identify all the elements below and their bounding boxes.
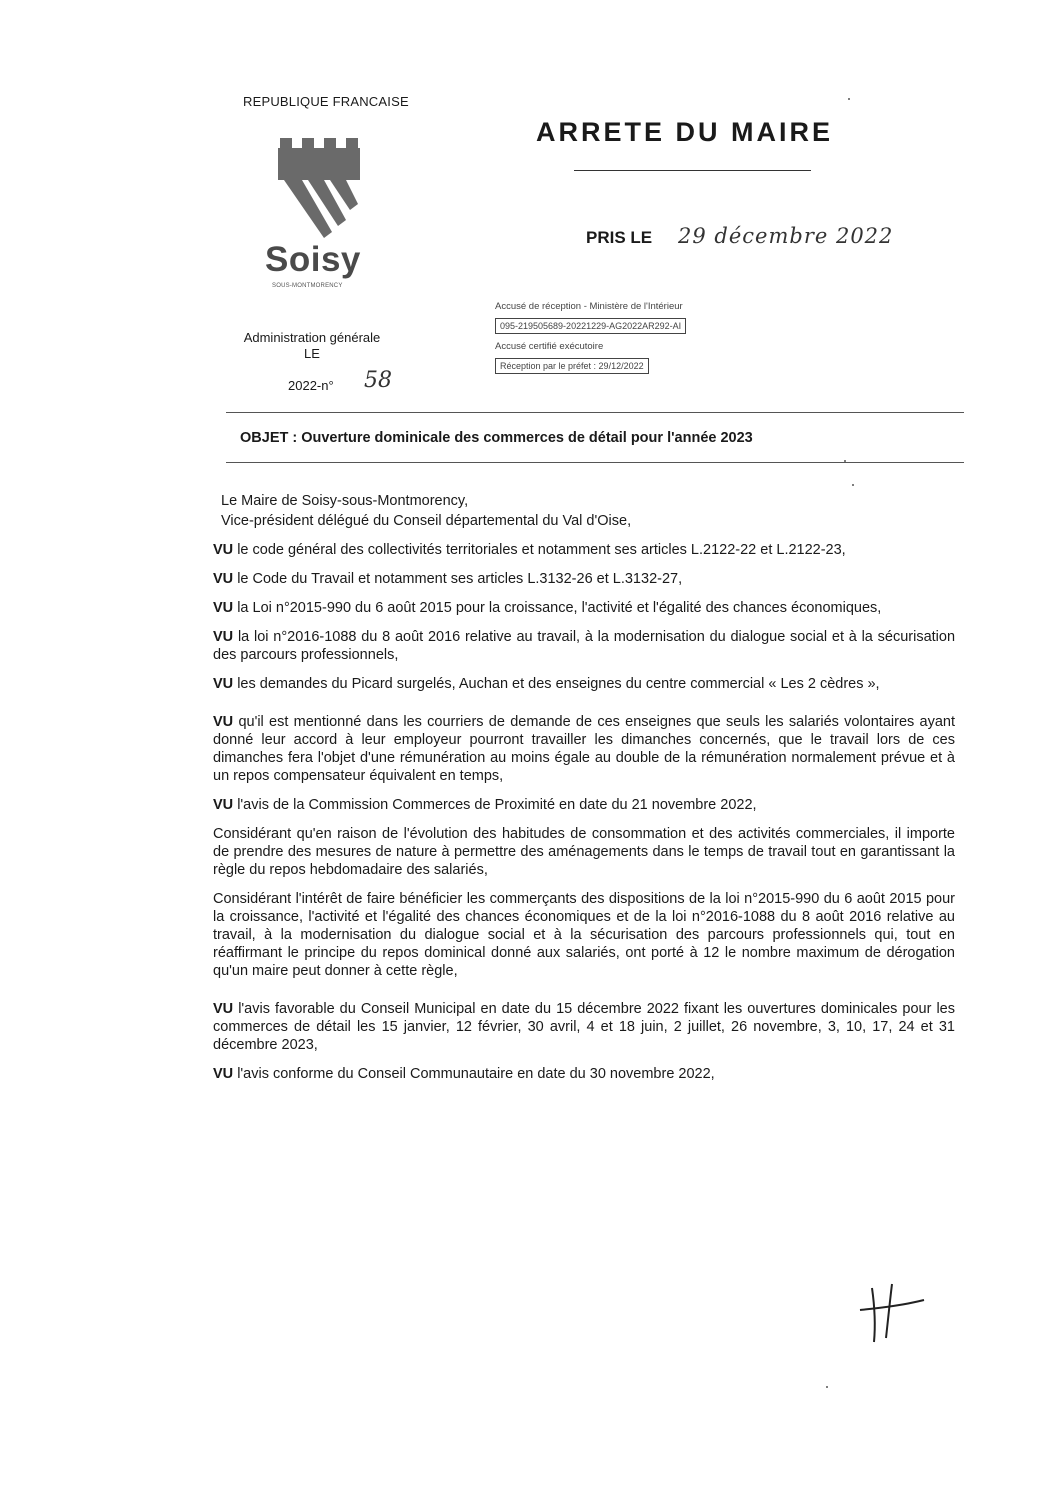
paragraph-text: la Loi n°2015-990 du 6 août 2015 pour la croissance, l'activité et l'égalité des chances économiques, [237, 600, 882, 616]
intro-maire: Le Maire de Soisy-sous-Montmorency, [221, 493, 469, 509]
body-paragraph [213, 796, 955, 814]
paragraph-text: qu'il est mentionné dans les courriers de demande de ces enseignes que seuls les salariés volontaires ayant donné leur accord à leur employeur pourront travailler les dimanches concernés, que le travail lors de ces dimanches fera l'objet d'une rémunération au moins égale au double de la rémunération normalement prévue et à un repos compensateur équivalent en temps, [213, 714, 956, 784]
objet-line: OBJET : Ouverture dominicale des commerces de détail pour l'année 2023 [240, 430, 753, 446]
title-underline [574, 170, 811, 171]
body-paragraph [213, 890, 955, 980]
body-paragraph [213, 713, 955, 785]
paragraph-text: l'avis conforme du Conseil Communautaire en date du 30 novembre 2022, [237, 1066, 715, 1082]
document-body [213, 492, 955, 1094]
admin-block [232, 330, 392, 362]
body-paragraph [213, 1000, 955, 1054]
vu-prefix: VU [213, 542, 234, 558]
paragraph-text: le code général des collectivités territoriales et notamment ses articles L.2122-22 et L.2122-23, [237, 542, 846, 558]
admin-le: LE [304, 346, 320, 361]
body-paragraph [213, 628, 955, 664]
document-title: ARRETE DU MAIRE [536, 117, 834, 147]
scan-speck [848, 98, 850, 100]
stamp-box-reference: 095-219505689-20221229-AG2022AR292-AI [495, 318, 686, 334]
body-paragraph [213, 825, 955, 879]
body-paragraph [213, 570, 955, 588]
stamp-box-prefet: Réception par le préfet : 29/12/2022 [495, 358, 649, 374]
stamp-label-reception: Accusé de réception - Ministère de l'Intérieur [495, 301, 683, 312]
admin-service: Administration générale [243, 330, 381, 345]
vu-prefix: VU [213, 676, 234, 692]
paragraph-text: le Code du Travail et notamment ses articles L.3132-26 et L.3132-27, [237, 571, 683, 587]
arrete-number-label: 2022-n° [288, 378, 334, 393]
pris-le-date: 29 décembre 2022 [678, 224, 894, 248]
handwritten-initials-icon [858, 1280, 928, 1346]
vu-prefix: VU [213, 797, 234, 813]
vu-prefix: VU [213, 714, 234, 730]
vu-prefix: VU [213, 571, 234, 587]
vu-prefix: VU [213, 1066, 234, 1082]
pris-le-label: PRIS LE [586, 228, 653, 247]
stamp-label-executoire: Accusé certifié exécutoire [495, 341, 604, 352]
paragraph-text: l'avis favorable du Conseil Municipal en date du 15 décembre 2022 fixant les ouvertures dominicales pour les commerces de détail les 15 janvier, 12 février, 30 avril, 4 et 18 juin, 2 juillet, 26 novembre, 3, 10, 17, 24 et 31 décembre 2023, [213, 1001, 955, 1053]
paragraph-text: Considérant l'intérêt de faire bénéficier les commerçants des dispositions de la loi n°2015-990 du 6 août 2015 pour la croissance, l'activité et l'égalité des chances économiques et de la loi n°2016-1088 du 8 août 2016 relative au travail, à la modernisation du dialogue social et à la sécurisation des parcours professionnels qui, tout en réaffirmant le principe du repos dominical donné aux salariés, ont porté à 12 le nombre maximum de dérogation qu'un maire peut donner à cette règle, [213, 891, 955, 979]
paragraph-text: Considérant qu'en raison de l'évolution des habitudes de consommation et des activités commerciales, il importe de prendre des mesures de nature à permettre des aménagements dans le temps de travail tout en garantissant la règle du repos hebdomadaire des salariés, [213, 826, 955, 878]
body-paragraph [213, 1065, 955, 1083]
logo-wordmark: Soisy [265, 240, 361, 279]
paragraph-text: la loi n°2016-1088 du 8 août 2016 relative au travail, à la modernisation du dialogue social et à la sécurisation des parcours professionnels, [213, 629, 956, 663]
body-paragraph [213, 599, 955, 617]
paragraph-list [213, 541, 955, 1083]
vu-prefix: VU [213, 600, 234, 616]
logo-subtitle: SOUS-MONTMORENCY [272, 283, 343, 289]
body-paragraph [213, 541, 955, 559]
paragraph-text: l'avis de la Commission Commerces de Proximité en date du 21 novembre 2022, [237, 797, 757, 813]
paragraph-text: les demandes du Picard surgelés, Auchan et des enseignes du centre commercial « Les 2 cèdres », [237, 676, 880, 692]
vu-prefix: VU [213, 629, 234, 645]
scan-speck [826, 1386, 828, 1388]
republic-label: REPUBLIQUE FRANCAISE [243, 94, 409, 109]
separator-top [226, 412, 964, 413]
vu-prefix: VU [213, 1001, 234, 1017]
scan-speck [844, 460, 846, 462]
scan-speck [852, 484, 854, 486]
separator-bottom [226, 462, 964, 463]
arrete-number-value: 58 [364, 368, 392, 393]
body-paragraph [213, 675, 955, 693]
intro-vice-president: Vice-président délégué du Conseil départemental du Val d'Oise, [221, 513, 632, 529]
